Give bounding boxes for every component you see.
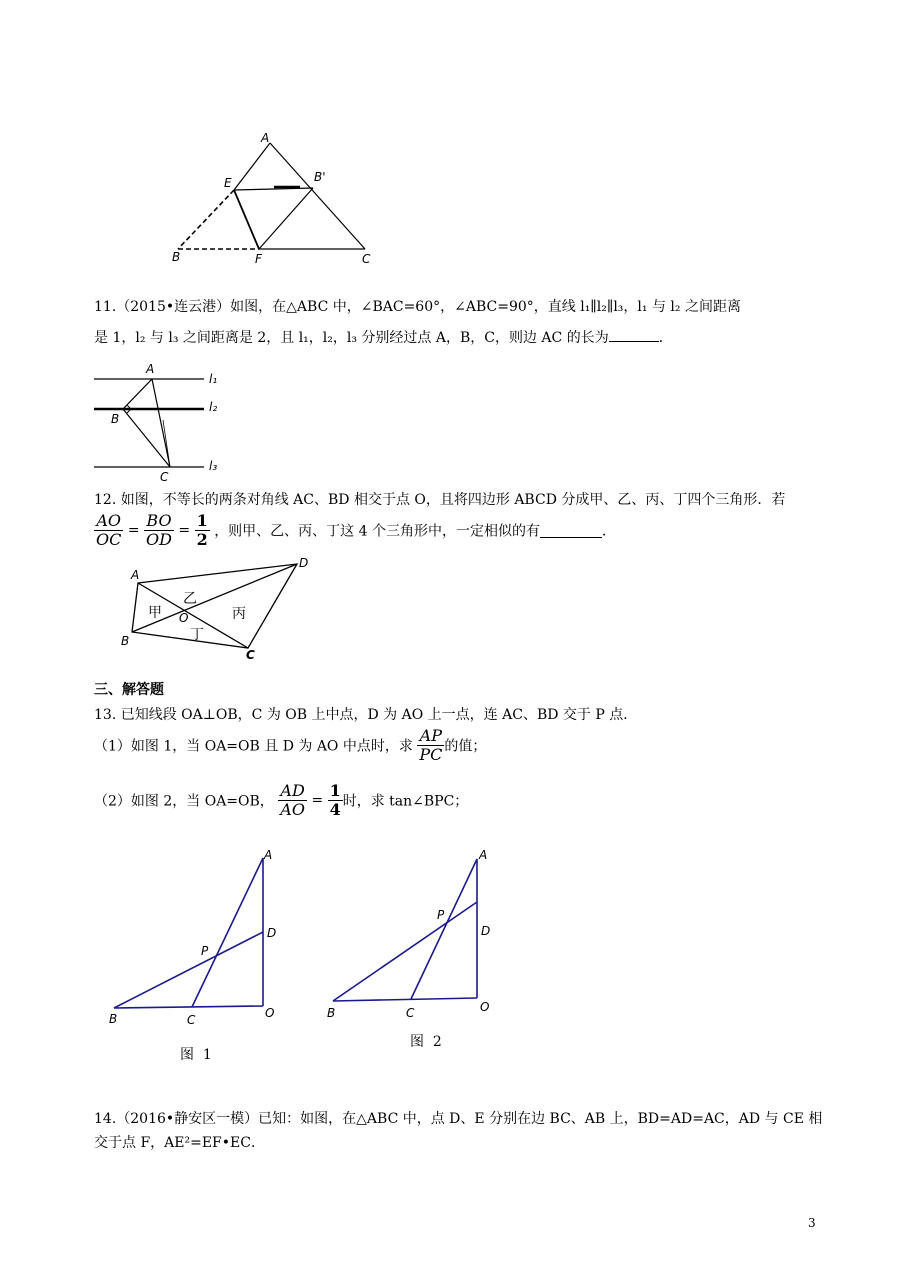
label-a: A [479, 848, 488, 862]
label-o: O [179, 611, 189, 625]
q13-line-1: 13. 已知线段 OA⊥OB，C 为 OB 上中点，D 为 AO 上一点，连 AC、BD 交于 P 点． [94, 707, 638, 723]
label-b: B [121, 634, 130, 648]
label-a: A [131, 568, 140, 582]
label-p: P [201, 944, 209, 958]
label-p: P [437, 908, 445, 922]
label-b: B [109, 1012, 118, 1026]
label-b: B [111, 412, 120, 426]
q12-line-2-end: ． [602, 523, 616, 540]
fraction-ad-ao: $\frac{AD}{AO}$ [280, 781, 305, 819]
label-f: F [255, 252, 262, 266]
label-bing: 丙 [232, 606, 246, 622]
fraction-ao-oc: $\frac{AO}{OC}$ [96, 511, 122, 549]
label-yi: 乙 [183, 591, 197, 607]
label-c: C [160, 470, 169, 484]
label-a: A [146, 362, 155, 376]
label-c: C [246, 648, 255, 662]
q14-line-2: 交于点 F，AE²=EF•EC． [94, 1135, 265, 1151]
q14-line-1: 14.（2016•静安区一模）已知：如图，在△ABC 中，点 D、E 分别在边 BC、AB 上，BD=AD=AC，AD 与 CE 相 [94, 1111, 823, 1127]
q13-part-2-text: （2）如图 2，当 OA=OB， [94, 793, 274, 810]
q12-line-2-text: ，则甲、乙、丙、丁这 4 个三角形中，一定相似的有 [214, 523, 540, 540]
q11-line-2-text: 是 1，l₂ 与 l₃ 之间距离是 2，且 l₁，l₂，l₃ 分别经过点 A，B，C，则边 AC 的长为 [94, 330, 609, 346]
label-jia: 甲 [148, 605, 162, 621]
q11-line-2-end: ． [658, 330, 673, 346]
q12-line-1: 12. 如图，不等长的两条对角线 AC、BD 相交于点 O，且将四边形 ABCD 分成甲、乙、丙、丁四个三角形．若 [94, 492, 786, 508]
label-c: C [187, 1013, 196, 1027]
q13-part-1-end: 的值； [444, 738, 487, 755]
label-a: A [261, 131, 270, 145]
figure-2-caption: 图 2 [410, 1034, 442, 1050]
q13-part-2-end: 时，求 tan∠BPC； [342, 793, 469, 810]
fraction-one-quarter: $\frac{1}{4}$ [329, 781, 341, 819]
label-ding: 丁 [190, 627, 204, 643]
fraction-one-half: $\frac{1}{2}$ [196, 511, 208, 549]
label-c: C [362, 252, 371, 266]
label-l1: l₁ [209, 372, 218, 386]
label-d: D [299, 556, 309, 570]
section-heading: 三、解答题 [94, 682, 164, 698]
label-d: D [267, 926, 277, 940]
label-d: D [481, 924, 491, 938]
label-b: B [172, 250, 181, 264]
label-b: B [327, 1006, 336, 1020]
label-a: A [264, 848, 273, 862]
label-o: O [480, 1000, 490, 1014]
label-e: E [224, 176, 232, 190]
equals-sign: = [127, 522, 140, 539]
page-number: 3 [808, 1216, 816, 1230]
equals-sign: = [178, 522, 191, 539]
label-l3: l₃ [209, 459, 218, 473]
label-l2: l₂ [209, 400, 218, 414]
q13-part-1-text: （1）如图 1，当 OA=OB 且 D 为 AO 中点时，求 [94, 738, 413, 755]
fraction-bo-od: $\frac{BO}{OD}$ [146, 511, 172, 549]
fraction-ap-pc: $\frac{AP}{PC}$ [419, 726, 443, 764]
label-c: C [406, 1006, 415, 1020]
label-b-prime: B' [314, 170, 326, 184]
label-o: O [265, 1006, 275, 1020]
q11-line-1: 11.（2015•连云港）如图，在△ABC 中，∠BAC=60°，∠ABC=90°，直线 l₁∥l₂∥l₃，l₁ 与 l₂ 之间距离 [94, 299, 741, 315]
figure-1-caption: 图 1 [180, 1047, 212, 1063]
equals-sign: = [311, 792, 324, 809]
